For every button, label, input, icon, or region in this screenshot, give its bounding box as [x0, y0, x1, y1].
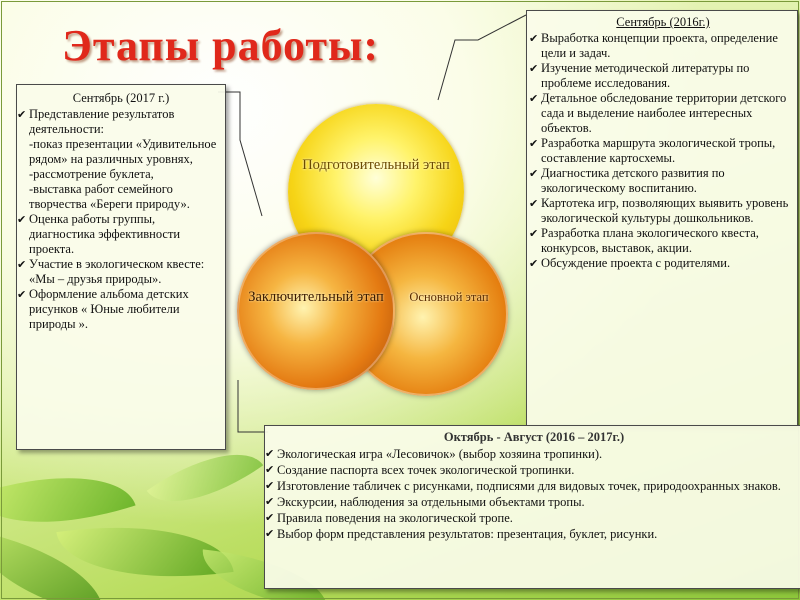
list-item: ✔ Детальное обследование территории детского сада и выделение наиболее интересных объектов. — [529, 91, 787, 135]
checkmark-icon: ✔ — [529, 32, 539, 45]
stage-circle-final — [237, 232, 395, 390]
preparatory-stage-box — [526, 10, 798, 426]
checkmark-icon: ✔ — [265, 511, 275, 524]
list-item: ✔ Диагностика детского развития по экологическому воспитанию. — [529, 166, 725, 195]
final-stage-box — [16, 84, 226, 450]
checkmark-icon: ✔ — [265, 447, 275, 460]
main-stage-box — [264, 425, 800, 589]
list-item: -показ презентации «Удивительное рядом» на различных уровнях, — [29, 137, 217, 166]
list-item: ✔ Разработка маршрута экологической тропы, составление картосхемы. — [529, 136, 776, 165]
stage-label-preparatory: Подготовительный этап — [302, 157, 450, 173]
final-stage-list — [17, 107, 221, 332]
list-item: -выставка работ семейного творчества «Береги природу». — [29, 182, 190, 211]
checkmark-icon: ✔ — [17, 108, 27, 121]
list-item: ✔ Изучение методической литературы по проблеме исследования. — [529, 61, 750, 90]
checkmark-icon: ✔ — [529, 62, 539, 75]
stage-label-final: Заключительный этап — [248, 289, 384, 305]
list-item: ✔ Правила поведения на экологической тропе. — [265, 511, 513, 525]
checkmark-icon: ✔ — [265, 479, 275, 492]
checkmark-icon: ✔ — [529, 257, 539, 270]
list-item: ✔ Представление результатов деятельности: — [17, 107, 175, 136]
list-item: ✔ Экологическая игра «Лесовичок» (выбор хозяина тропинки). — [265, 447, 603, 461]
list-item: ✔ Экскурсии, наблюдения за отдельными объектами тропы. — [265, 495, 585, 509]
list-item: -рассмотрение буклета, — [29, 167, 154, 181]
checkmark-icon: ✔ — [529, 137, 539, 150]
checkmark-icon: ✔ — [529, 197, 539, 210]
slide-title: Этапы работы: — [62, 21, 380, 70]
checkmark-icon: ✔ — [529, 227, 539, 240]
stage-label-main: Основной этап — [409, 290, 489, 304]
checkmark-icon: ✔ — [17, 258, 27, 271]
list-item: ✔ Изготовление табличек с рисунками, подписями для видовых точек, природоохранных знаков. — [265, 479, 781, 493]
final-stage-heading: Сентябрь (2017 г.) — [72, 91, 170, 105]
preparatory-stage-heading: Сентябрь (2016г.) — [616, 15, 710, 29]
list-item: ✔ Участие в экологическом квесте: «Мы – друзья природы». — [17, 257, 205, 286]
list-item: ✔ Обсуждение проекта с родителями. — [529, 256, 731, 270]
checkmark-icon: ✔ — [17, 213, 27, 226]
list-item: ✔ Оценка работы группы, диагностика эффективности проекта. — [17, 212, 181, 256]
checkmark-icon: ✔ — [265, 495, 275, 508]
list-item: ✔ Оформление альбома детских рисунков « Юные любители природы ». — [17, 287, 189, 331]
checkmark-icon: ✔ — [17, 288, 27, 301]
main-stage-list — [265, 446, 797, 542]
main-stage-heading: Октябрь - Август (2016 – 2017г.) — [443, 430, 625, 444]
list-item: ✔ Выработка концепции проекта, определение цели и задач. — [529, 31, 778, 60]
list-item: ✔ Выбор форм представления результатов: презентация, буклет, рисунки. — [265, 527, 658, 541]
preparatory-stage-list — [529, 31, 793, 271]
checkmark-icon: ✔ — [529, 167, 539, 180]
checkmark-icon: ✔ — [265, 527, 275, 540]
list-item: ✔ Картотека игр, позволяющих выявить уровень экологической культуры дошкольников. — [529, 196, 789, 225]
list-item: ✔ Создание паспорта всех точек экологической тропинки. — [265, 463, 575, 477]
checkmark-icon: ✔ — [265, 463, 275, 476]
list-item: ✔ Разработка плана экологического квеста, конкурсов, выставок, акции. — [529, 226, 759, 255]
checkmark-icon: ✔ — [529, 92, 539, 105]
